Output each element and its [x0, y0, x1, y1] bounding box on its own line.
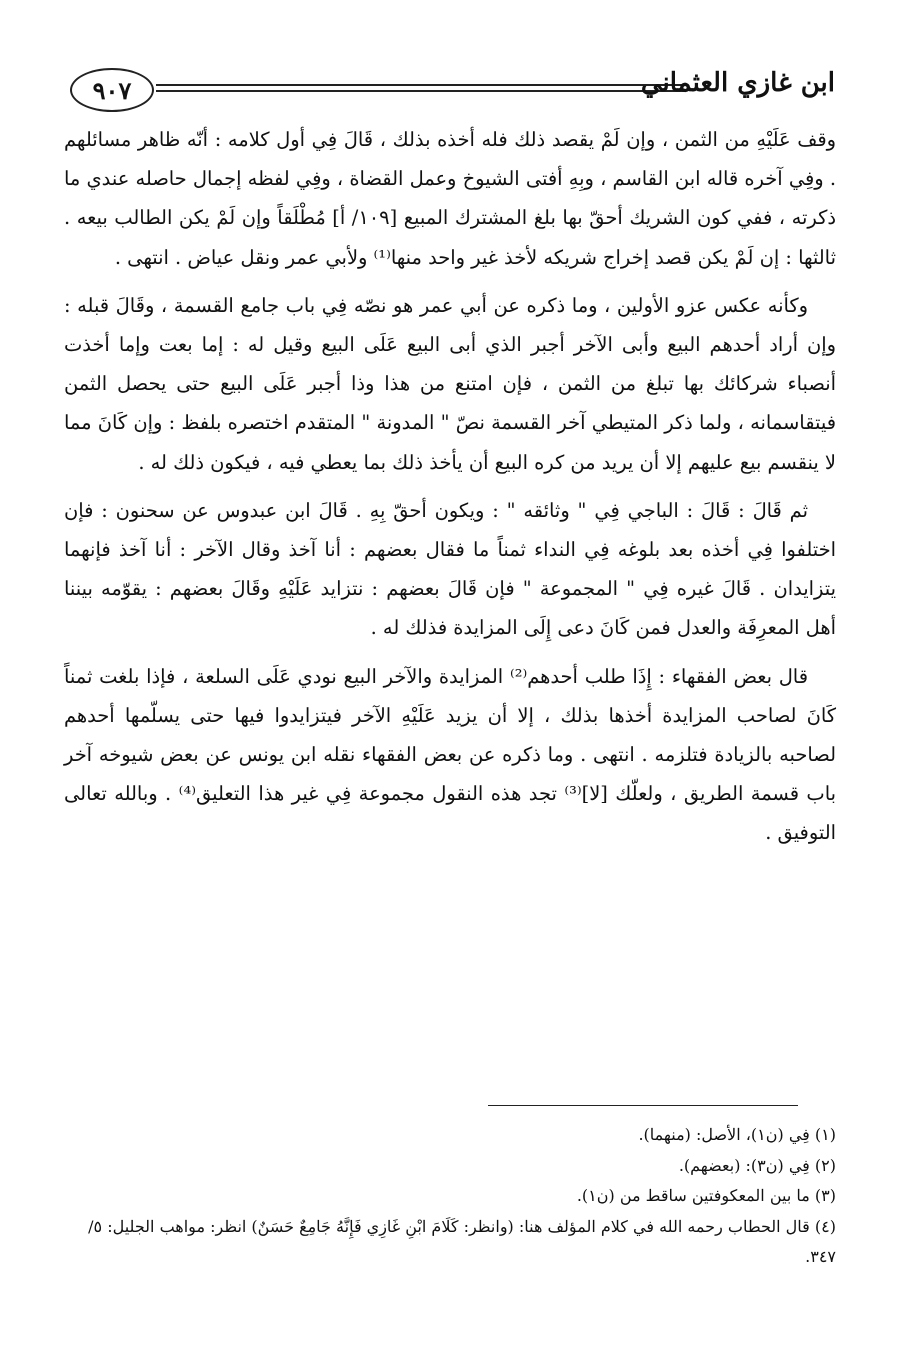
page-header — [70, 62, 835, 118]
header-rule — [156, 84, 685, 86]
footnote-4: (٤) قال الحطاب رحمه الله في كلام المؤلف هنا: (وانظر: كَلَامَ ابْنِ غَازِي فَإِنَّهُ جَامِعٌ حَسَنٌ) انظر: مواهب الجليل: ٥/ ٣٤٧. — [88, 1216, 836, 1266]
footnote-1: (١) فِي (ن١)، الأصل: (منهما). — [638, 1125, 836, 1144]
footnote-3: (٣) ما بين المعكوفتين ساقط من (ن١). — [576, 1186, 836, 1205]
footnotes — [56, 1120, 836, 1273]
main-text — [64, 120, 836, 853]
paragraph-1: وقف عَلَيْهِ من الثمن ، وإن لَمْ يقصد ذلك فله أخذه بذلك ، قَالَ فِي أول كلامه : أنّه ظاهر مسائلهم . وفِي آخره قاله ابن القاسم ، وبِهِ أفتى الشيوخ وعمل القضاة ، وفِي لفظه إجمال حاصله عندي ما ذكرته ، ففي كون الشريك أحقّ بها بلغ المشترك المبيع [١٠٩/ أ] مُطْلَقاً وإن لَمْ يكن الطالب بيعه . ثالثها : إن لَمْ يكن قصد إخراج شريكه لأخذ غير واحد منها⁽¹⁾ ولأبي عمر ونقل عياض . انتهى . — [64, 128, 836, 269]
footnote-separator — [488, 1105, 798, 1106]
running-title: ابن غازي العثماني — [640, 68, 835, 98]
header-rule-secondary — [156, 90, 685, 92]
paragraph-3: ثم قَالَ : قَالَ : الباجي فِي " وثائقه " : ويكون أحقّ بِهِ . قَالَ ابن عبدوس عن سحنون : فإن اختلفوا فِي أخذه بعد بلوغه فِي النداء ثمناً ما فقال بعضهم : أنا آخذ وقال الآخر : أنا آخذ فإنهما يتزايدان . قَالَ غيره فِي " المجموعة " فإن قَالَ بعضهم : نتزايد عَلَيْهِ وقَالَ بعضهم : يقوّمه بيننا أهل المعرِفَة والعدل فمن كَانَ دعى إِلَى المزايدة فذلك له . — [64, 498, 836, 640]
page-number: ٩٠٧ — [70, 68, 154, 112]
paragraph-4: قال بعض الفقهاء : إِذَا طلب أحدهم⁽²⁾ المزايدة والآخر البيع نودي عَلَى السلعة ، فإذا بلغت ثمناً كَانَ لصاحب المزايدة أخذها بذلك ، إلا أن يزيد عَلَيْهِ الآخر فيتزايدوا فيها حتى يسلّمها أحدهم لصاحبه بالزيادة فتلزمه . انتهى . وما ذكره عن بعض الفقهاء نقله ابن يونس عن بعض شيوخه آخر باب قسمة الطريق ، ولعلّك [لا]⁽³⁾ تجد هذه النقول مجموعة فِي غير هذا التعليق⁽⁴⁾ . وبالله تعالى التوفيق . — [64, 664, 836, 845]
footnote-2: (٢) فِي (ن٣): (بعضهم). — [678, 1155, 836, 1175]
paragraph-2: وكأنه عكس عزو الأولين ، وما ذكره عن أبي عمر هو نصّه فِي باب جامع القسمة ، وقَالَ قبله : وإن أراد أحدهم البيع وأبى الآخر أجبر الذي أبى البيع عَلَى البيع وقيل له : إما بعت وإما أخذت أنصباء شركائك بها تبلغ من الثمن ، فإن امتنع من هذا وذا أجبر عَلَى البيع حتى يحصل الثمن فيتقاسمانه ، ولما ذكر المتيطي آخر القسمة نصّ " المدونة " المتقدم اختصره بلفظ : وإن كَانَ مما لا ينقسم بيع عليهم إلا أن يريد من كره البيع أن يأخذ ذلك بما يعطي فيه ، فيكون ذلك له . — [64, 293, 836, 474]
